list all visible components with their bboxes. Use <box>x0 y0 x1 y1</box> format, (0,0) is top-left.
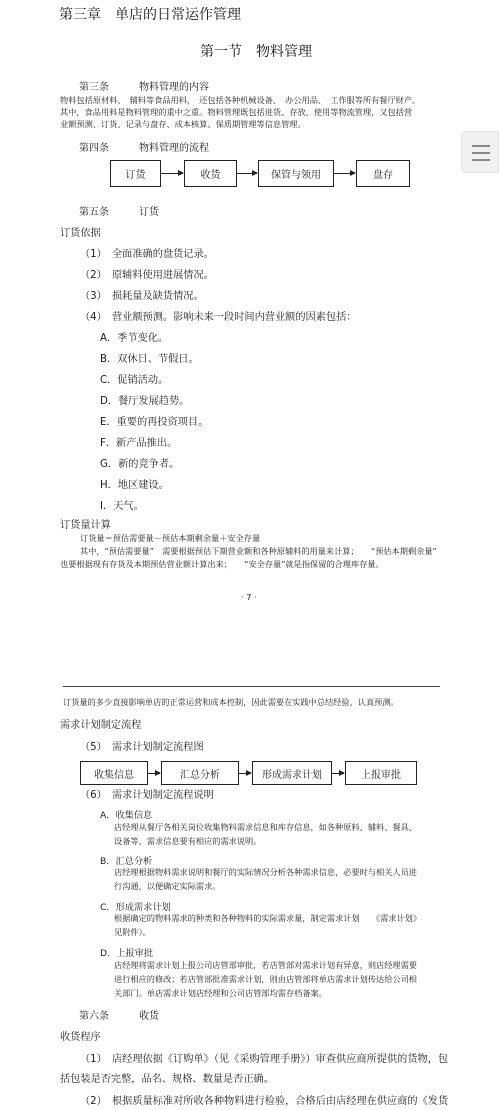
order-note: 也要根据现有存货及本期预估营业额计算出来； “安全存量”就是指保留的合理库存量。 <box>60 559 384 569</box>
page-number: · 7 · <box>241 592 257 602</box>
article-5-heading: 第五条 订货 <box>79 207 159 218</box>
step-d-text: 进行相应的修改；若店管部批准需求计划，则由店管部将单店需求计划传达给公司相 <box>114 974 417 984</box>
article-3-text: 业额预测、订货、记录与盘存、成本核算、保质期管理等信息管理。 <box>60 119 306 129</box>
order-formula: 订货量＝预估需要量－预估本期剩余量＋安全存量 <box>80 533 261 543</box>
factor-item: E．重要的再投资项目。 <box>100 417 209 428</box>
article-3-text: 其中，食品用料是物料管理的重中之重。物料管理既包括进货、存放、使用等物流管理，又包括营 <box>60 107 413 117</box>
menu-button[interactable] <box>461 131 499 173</box>
flow-box-storage: 保管与领用 <box>258 160 334 187</box>
flow-arrow <box>148 773 160 774</box>
page-separator <box>63 686 440 687</box>
step-d-text: 店经理将需求计划上报公司店管部审批，若店管部对需求计划有异意，则店经理需要 <box>114 960 417 970</box>
step-a-text: 设备等，需求信息要有相应的需求说明。 <box>114 836 262 846</box>
factor-item: F．新产品推出。 <box>100 438 178 449</box>
step-a-title: A．收集信息 <box>100 810 153 821</box>
flow-box-collect: 收集信息 <box>80 761 148 785</box>
section-title: 第一节 物料管理 <box>200 44 312 60</box>
flow-box-inventory: 盘存 <box>356 160 410 187</box>
flow-box-approve: 上报审批 <box>345 761 417 785</box>
flow-arrow <box>332 773 344 774</box>
flow-arrow <box>161 173 183 174</box>
plan-item-5: （5） 需求计划制定流程图 <box>80 742 204 753</box>
basis-item: （3） 损耗量及缺货情况。 <box>80 291 204 302</box>
article-3-text: 物料包括原材料、 辅料等食品用料， 还包括各种机械设备、 办公用品、 工作服等所有餐厅财产。 <box>60 95 421 105</box>
factor-item: G．新的竞争者。 <box>100 459 180 470</box>
receive-proc-item: （2） 根据质量标准对所收各种物料进行检验，合格后由店经理在供应商的《发货 <box>80 1096 449 1107</box>
factor-item: C．促销活动。 <box>100 375 169 386</box>
chapter-title: 第三章 单店的日常运作管理 <box>59 7 241 23</box>
factor-item: A．季节变化。 <box>100 333 169 344</box>
flow-box-receive: 收货 <box>184 160 237 187</box>
step-d-title: D．上报审批 <box>100 948 154 959</box>
basis-item: （4） 营业额预测。影响未来一段时间内营业额的因素包括： <box>80 312 357 323</box>
step-c-text: 见附件）。 <box>114 927 151 937</box>
plan-item-6: （6） 需求计划制定流程说明 <box>80 790 214 801</box>
factor-item: B．双休日、节假日。 <box>100 354 199 365</box>
receive-proc-item: 括包装是否完整，品名、规格、数量是否正确。 <box>60 1074 274 1085</box>
page2-intro: 订货量的多少直接影响单店的正常运营和成本控制，因此需要在实践中总结经验，认真预测。 <box>63 697 399 707</box>
step-b-title: B．汇总分析 <box>100 856 153 867</box>
flow-box-analyze: 汇总分析 <box>161 761 239 785</box>
article-6-heading: 第六条 收货 <box>79 1011 159 1022</box>
flow-arrow <box>239 773 251 774</box>
basis-item: （2） 原辅料使用进展情况。 <box>80 270 214 281</box>
basis-item: （1） 全面准确的盘货记录。 <box>80 249 214 260</box>
factor-item: D．餐厅发展趋势。 <box>100 396 190 407</box>
step-b-text: 行沟通，以便确定实际需求。 <box>114 881 221 891</box>
flow-arrow <box>237 173 257 174</box>
step-d-text: 关部门。单店需求计划店经理和公司店管部均需存档备案。 <box>114 988 327 998</box>
flow-arrow <box>334 173 355 174</box>
factor-item: H．地区建设。 <box>100 480 169 491</box>
step-b-text: 店经理根据物料需求说明和餐厅的实际情况分析各种需求信息，必要时与相关人员进 <box>114 867 417 877</box>
flow-box-order: 订货 <box>110 160 161 187</box>
step-a-text: 店经理从餐厅各相关岗位收集物料需求信息和库存信息，如各种原料、辅料、餐具、 <box>114 822 417 832</box>
order-note: 其中，“预估需要量” 需要根据预估下期营业额和各种原辅料的用量来计算； “预估本期剩余量” <box>80 546 437 556</box>
flow-box-plan: 形成需求计划 <box>252 761 332 785</box>
order-basis-title: 订货依据 <box>60 228 101 239</box>
factor-item: I．天气。 <box>100 501 144 512</box>
order-calc-title: 订货量计算 <box>60 520 111 531</box>
article-3-heading: 第三条 物料管理的内容 <box>79 82 209 93</box>
article-4-heading: 第四条 物料管理的流程 <box>79 143 209 154</box>
step-c-title: C．形成需求计划 <box>100 902 171 913</box>
receive-proc-item: （1） 店经理依据《订购单》（见《采购管理手册》）审查供应商所提供的货物，包 <box>80 1054 449 1065</box>
plan-title: 需求计划制定流程 <box>60 720 142 731</box>
receive-proc-title: 收货程序 <box>60 1032 101 1043</box>
step-c-text: 根据确定的物料需求的种类和各种物料的实际需求量，制定需求计划 《需求计划》 <box>114 913 422 923</box>
